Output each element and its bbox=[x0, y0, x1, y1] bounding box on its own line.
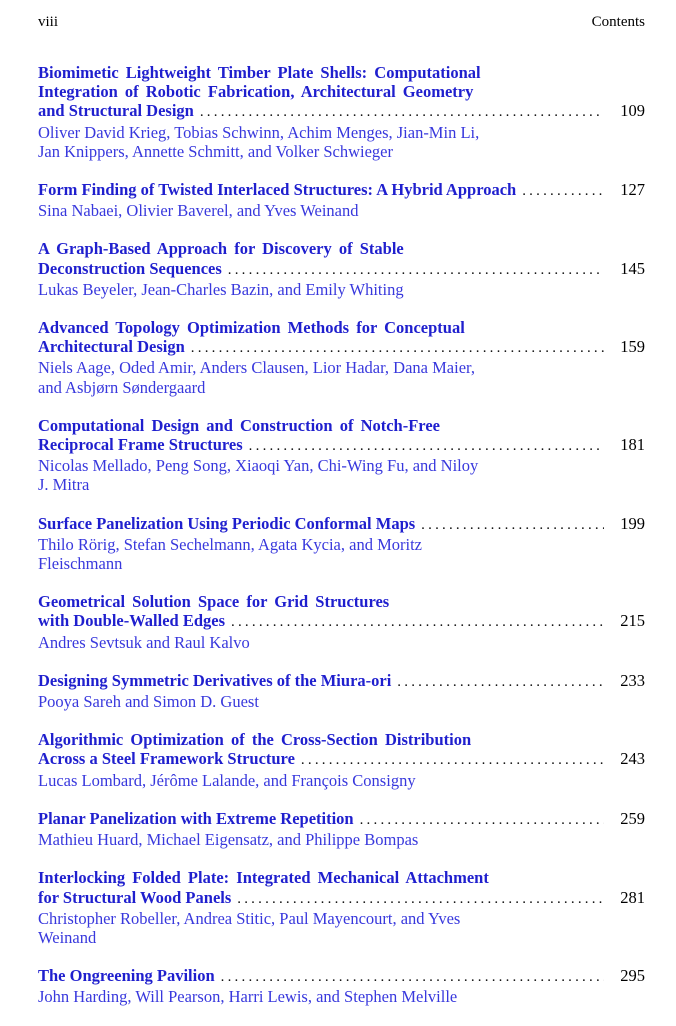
toc-entry-authors bbox=[38, 771, 645, 790]
toc-entry-authors bbox=[38, 633, 645, 652]
page-header bbox=[38, 14, 645, 31]
toc-entry-title bbox=[38, 730, 645, 770]
toc-entry-title-line: A Graph-Based Approach for Discovery of Stable bbox=[38, 239, 404, 259]
toc-entry-authors-line: Jan Knippers, Annette Schmitt, and Volker Schwieger bbox=[38, 141, 393, 161]
dot-leader bbox=[415, 516, 604, 535]
toc-entry-title bbox=[38, 318, 645, 358]
toc-entry-title bbox=[38, 592, 645, 632]
toc-entry bbox=[38, 318, 645, 397]
toc-entry bbox=[38, 966, 645, 1006]
toc-entry-title-line: Advanced Topology Optimization Methods for Conceptual bbox=[38, 318, 465, 338]
toc-entry-title-lastline bbox=[38, 180, 645, 201]
toc-entry-page-number: 109 bbox=[620, 101, 645, 121]
toc-entry-authors bbox=[38, 692, 645, 711]
toc-entry-title-lastline bbox=[38, 101, 645, 122]
toc-entry-title-text: with Double-Walled Edges bbox=[38, 611, 226, 631]
toc-entry-authors-line: Niels Aage, Oded Amir, Anders Clausen, Lior Hadar, Dana Maier, bbox=[38, 358, 475, 378]
toc-entry bbox=[38, 63, 645, 161]
toc-entry-title bbox=[38, 239, 645, 279]
dot-leader bbox=[243, 437, 604, 456]
toc-entry-title-lastline bbox=[38, 337, 645, 358]
toc-entry-authors-line: and Asbjørn Søndergaard bbox=[38, 377, 206, 397]
toc-entry-page-number: 233 bbox=[620, 670, 645, 690]
toc-entry-title bbox=[38, 809, 645, 830]
toc-entry-page-number: 243 bbox=[620, 749, 645, 769]
toc-entry-page-number: 181 bbox=[620, 435, 645, 455]
toc-entry-authors bbox=[38, 830, 645, 849]
toc-entry-page-number: 259 bbox=[620, 808, 645, 828]
toc-entry-page-number: 281 bbox=[620, 887, 645, 907]
toc-entry-title bbox=[38, 416, 645, 456]
toc-entry-title-text: Form Finding of Twisted Interlaced Structures: A Hybrid Approach bbox=[38, 180, 517, 200]
toc-entry-title bbox=[38, 671, 645, 692]
toc-entry bbox=[38, 514, 645, 574]
toc-entry-title-line: Biomimetic Lightweight Timber Plate Shells: Computational bbox=[38, 63, 481, 82]
toc-entry-authors-line: Nicolas Mellado, Peng Song, Xiaoqi Yan, Chi-Wing Fu, and Niloy bbox=[38, 456, 479, 476]
toc-entry-title-text: for Structural Wood Panels bbox=[38, 887, 232, 907]
toc-list bbox=[38, 63, 645, 1007]
dot-leader bbox=[516, 182, 604, 201]
toc-entry-authors-line: Mathieu Huard, Michael Eigensatz, and Philippe Bompas bbox=[38, 830, 419, 850]
toc-entry-title-text: Planar Panelization with Extreme Repetition bbox=[38, 808, 354, 828]
toc-entry-title-line: Algorithmic Optimization of the Cross-Section Distribution bbox=[38, 730, 472, 750]
toc-entry-title bbox=[38, 868, 645, 908]
toc-entry-title-line: Geometrical Solution Space for Grid Structures bbox=[38, 592, 390, 612]
toc-entry bbox=[38, 809, 645, 849]
toc-entry-authors-line: Pooya Sareh and Simon D. Guest bbox=[38, 692, 259, 712]
dot-leader bbox=[231, 890, 604, 909]
toc-entry-title-lastline bbox=[38, 966, 645, 987]
toc-entry-title-text: and Structural Design bbox=[38, 101, 194, 121]
toc-entry-authors-line: Oliver David Krieg, Tobias Schwinn, Achim Menges, Jian-Min Li, bbox=[38, 122, 480, 142]
toc-entry-title-lastline bbox=[38, 514, 645, 535]
dot-leader bbox=[354, 811, 604, 830]
toc-entry bbox=[38, 239, 645, 299]
toc-entry-title-lastline bbox=[38, 749, 645, 770]
toc-entry-title-lastline bbox=[38, 809, 645, 830]
toc-entry-title bbox=[38, 966, 645, 987]
dot-leader bbox=[194, 103, 604, 122]
toc-entry-authors-line: Lucas Lombard, Jérôme Lalande, and François Consigny bbox=[38, 770, 416, 790]
header-running-title: Contents bbox=[591, 14, 645, 30]
toc-entry-authors-line: Weinand bbox=[38, 927, 97, 947]
toc-entry-authors bbox=[38, 456, 645, 494]
dot-leader bbox=[185, 339, 604, 358]
dot-leader bbox=[222, 261, 604, 280]
toc-entry-authors bbox=[38, 909, 645, 947]
toc-entry-authors-line: Fleischmann bbox=[38, 554, 123, 574]
toc-entry-authors bbox=[38, 535, 645, 573]
toc-entry-page-number: 145 bbox=[620, 258, 645, 278]
toc-entry bbox=[38, 416, 645, 495]
toc-entry-title bbox=[38, 180, 645, 201]
header-folio: viii bbox=[38, 14, 59, 30]
toc-entry-authors-line: Andres Sevtsuk and Raul Kalvo bbox=[38, 632, 250, 652]
toc-entry-authors bbox=[38, 987, 645, 1006]
toc-entry bbox=[38, 592, 645, 652]
toc-entry-page-number: 159 bbox=[620, 337, 645, 357]
toc-entry-authors-line: Sina Nabaei, Olivier Baverel, and Yves Weinand bbox=[38, 201, 359, 221]
dot-leader bbox=[295, 751, 604, 770]
toc-entry bbox=[38, 180, 645, 220]
toc-entry-authors bbox=[38, 280, 645, 299]
toc-entry-title-text: Across a Steel Framework Structure bbox=[38, 749, 295, 769]
toc-entry-title-lastline bbox=[38, 888, 645, 909]
toc-entry-authors-line: Lukas Beyeler, Jean-Charles Bazin, and Emily Whiting bbox=[38, 279, 404, 299]
toc-entry-title bbox=[38, 63, 645, 123]
toc-entry-title-text: Surface Panelization Using Periodic Conformal Maps bbox=[38, 513, 416, 533]
toc-entry-title-lastline bbox=[38, 259, 645, 280]
toc-entry-title-text: Architectural Design bbox=[38, 337, 185, 357]
toc-entry-page-number: 215 bbox=[620, 611, 645, 631]
toc-entry-title-text: The Ongreening Pavilion bbox=[38, 966, 215, 986]
toc-entry-title-lastline bbox=[38, 611, 645, 632]
toc-entry-authors bbox=[38, 123, 645, 161]
toc-entry-authors-line: Christopher Robeller, Andrea Stitic, Paul Mayencourt, and Yves bbox=[38, 908, 461, 928]
toc-entry-title-lastline bbox=[38, 671, 645, 692]
toc-entry-title-line: Integration of Robotic Fabrication, Architectural Geometry bbox=[38, 82, 474, 102]
toc-entry-title-line: Computational Design and Construction of Notch-Free bbox=[38, 415, 440, 435]
toc-entry-authors-line: John Harding, Will Pearson, Harri Lewis, and Stephen Melville bbox=[38, 987, 458, 1007]
toc-entry-authors-line: Thilo Rörig, Stefan Sechelmann, Agata Kycia, and Moritz bbox=[38, 534, 422, 554]
toc-entry-title-text: Deconstruction Sequences bbox=[38, 258, 222, 278]
toc-entry bbox=[38, 868, 645, 947]
dot-leader bbox=[391, 673, 604, 692]
dot-leader bbox=[215, 968, 604, 987]
toc-entry-page-number: 127 bbox=[620, 180, 645, 200]
toc-entry-title-line: Interlocking Folded Plate: Integrated Mechanical Attachment bbox=[38, 868, 489, 888]
toc-entry bbox=[38, 671, 645, 711]
toc-entry-authors bbox=[38, 201, 645, 220]
toc-entry-authors bbox=[38, 358, 645, 396]
toc-entry-page-number: 199 bbox=[620, 513, 645, 533]
dot-leader bbox=[225, 613, 604, 632]
toc-entry-page-number: 295 bbox=[620, 966, 645, 986]
toc-entry-authors-line: J. Mitra bbox=[38, 475, 90, 495]
toc-entry-title bbox=[38, 514, 645, 535]
toc-entry-title-text: Reciprocal Frame Structures bbox=[38, 435, 243, 455]
toc-entry-title-lastline bbox=[38, 435, 645, 456]
toc-entry bbox=[38, 730, 645, 790]
toc-entry-title-text: Designing Symmetric Derivatives of the Miura-ori bbox=[38, 670, 392, 690]
